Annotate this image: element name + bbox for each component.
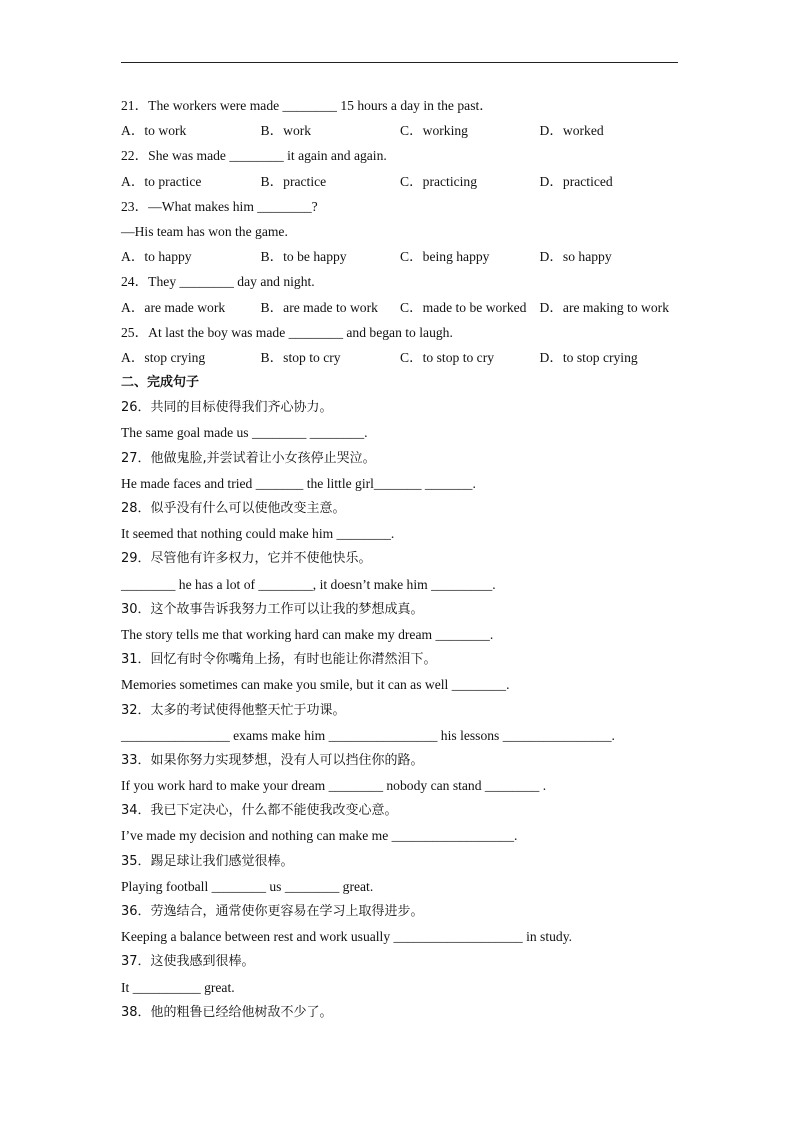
question-21-stem: 21．The workers were made ________ 15 hours a day in the past．	[121, 98, 493, 113]
option-a: A．to practice	[121, 173, 202, 189]
question-24-options	[121, 298, 721, 323]
option-d: D．are making to work	[539, 299, 669, 315]
option-c: C．practicing	[400, 173, 478, 189]
sentence-32-chinese: 32．太多的考试使得他整天忙于功课。	[121, 702, 346, 718]
sentence-28-english: It seemed that nothing could make him ________.	[121, 526, 395, 542]
option-d: D．worked	[539, 123, 604, 139]
option-a: A．are made work	[121, 299, 226, 315]
option-c: C．to stop to cry	[400, 349, 495, 365]
question-22-options	[121, 172, 721, 197]
option-c: C．made to be worked	[400, 299, 527, 315]
sentence-28-chinese: 28．似乎没有什么可以使他改变主意。	[121, 501, 346, 516]
sentence-32-english: ________________ exams make him ________________ his lessons ________________.	[121, 727, 615, 743]
question-25-options	[121, 348, 721, 373]
option-c: C．working	[400, 123, 468, 139]
sentence-29-chinese: 29．尽管他有许多权力，它并不使他快乐。	[121, 551, 372, 567]
question-21-options	[121, 121, 721, 146]
sentence-27-chinese: 27．他做鬼脸,并尝试着让小女孩停止哭泣。	[121, 450, 376, 466]
option-d: D．so happy	[539, 249, 612, 265]
question-22-stem: 22．She was made ________ it again and again.	[121, 148, 387, 164]
section-title: 二、完成句子	[121, 375, 200, 391]
header-rule	[121, 62, 678, 63]
sentence-26-chinese: 26．共同的目标使得我们齐心协力。	[121, 400, 333, 416]
sentence-33-english: If you work hard to make your dream ________ nobody can stand ________ .	[121, 778, 547, 794]
sentence-35-chinese: 35．踢足球让我们感觉很棒。	[121, 853, 294, 869]
sentence-34-chinese: 34．我已下定决心，什么都不能使我改变心意。	[121, 803, 398, 819]
sentence-33-chinese: 33．如果你努力实现梦想，没有人可以挡住你的路。	[121, 752, 424, 768]
question-24-stem: 24．They ________ day and night.	[121, 274, 315, 290]
sentence-31-english: Memories sometimes can make you smile, but it can as well ________.	[121, 677, 510, 693]
sentence-38-chinese: 38．他的粗鲁已经给他树敌不少了。	[121, 1004, 333, 1020]
option-b: B．practice	[260, 173, 327, 189]
sentence-37-chinese: 37．这使我感到很棒。	[121, 954, 255, 970]
question-25-stem: 25．At last the boy was made ________ and began to laugh.	[121, 324, 453, 340]
sentence-27-english: He made faces and tried _______ the little girl_______ _______.	[121, 475, 476, 491]
option-a: A．to happy	[121, 249, 192, 265]
option-b: B．to be happy	[260, 249, 347, 265]
sentence-37-english: It __________ great.	[121, 979, 235, 995]
worksheet-body	[121, 96, 721, 1028]
question-23-options	[121, 247, 721, 272]
option-b: B．stop to cry	[260, 349, 341, 365]
sentence-34-english: I’ve made my decision and nothing can make me __________________.	[121, 828, 518, 844]
sentence-30-chinese: 30．这个故事告诉我努力工作可以让我的梦想成真。	[121, 601, 424, 617]
question-23-reply: —His team has won the game.	[121, 223, 288, 239]
sentence-35-english: Playing football ________ us ________ great.	[121, 878, 374, 894]
option-d: D．to stop crying	[539, 349, 638, 365]
sentence-26-english: The same goal made us ________ ________.	[121, 425, 368, 441]
question-23-stem: 23．—What makes him ________?	[121, 198, 318, 214]
sentence-36-english: Keeping a balance between rest and work usually ___________________ in study.	[121, 929, 573, 945]
option-a: A．stop crying	[121, 349, 206, 365]
option-d: D．practiced	[539, 173, 613, 189]
sentence-36-chinese: 36．劳逸结合，通常使你更容易在学习上取得进步。	[121, 904, 424, 919]
option-a: A．to work	[121, 123, 187, 139]
option-b: B．are made to work	[260, 299, 378, 315]
option-b: B．work	[260, 123, 312, 139]
option-c: C．being happy	[400, 249, 490, 265]
sentence-31-chinese: 31．回忆有时令你嘴角上扬，有时也能让你潸然泪下。	[121, 652, 437, 668]
sentence-30-english: The story tells me that working hard can make my dream ________.	[121, 626, 494, 642]
sentence-29-english: ________ he has a lot of ________, it doesn’t make him _________.	[121, 576, 496, 592]
